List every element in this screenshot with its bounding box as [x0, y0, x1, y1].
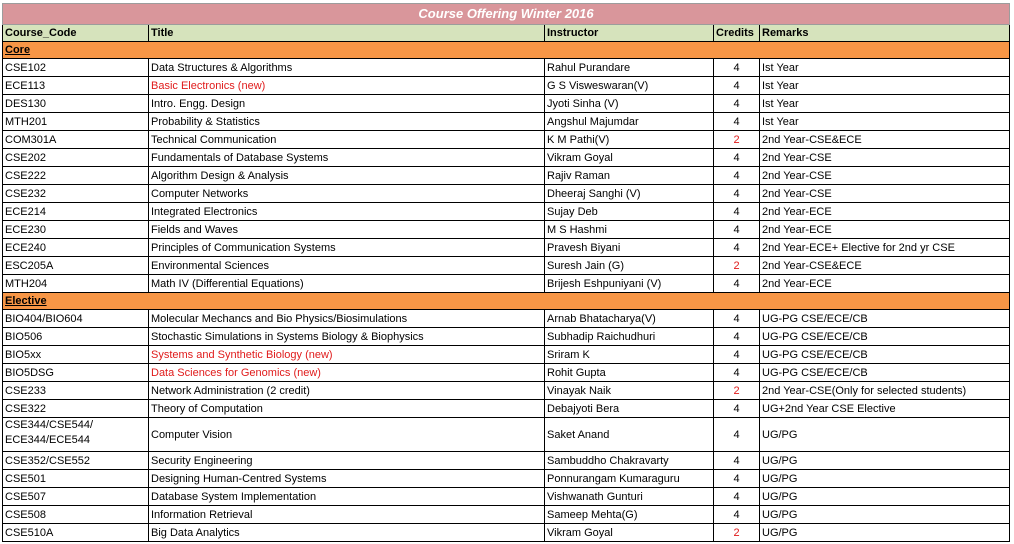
instructor-cell[interactable]: K M Pathi(V) — [545, 131, 714, 149]
course-title-cell[interactable]: Math IV (Differential Equations) — [149, 275, 545, 293]
section-label: Elective — [3, 293, 1010, 310]
remarks-cell[interactable]: UG/PG — [760, 452, 1010, 470]
instructor-cell[interactable]: Brijesh Eshpuniyani (V) — [545, 275, 714, 293]
instructor-cell[interactable]: Sambuddho Chakravarty — [545, 452, 714, 470]
credits-cell[interactable]: 4 — [714, 418, 760, 452]
table-row — [3, 506, 1010, 524]
credits-cell[interactable]: 2 — [714, 257, 760, 275]
table-row — [3, 452, 1010, 470]
instructor-cell[interactable]: Arnab Bhatacharya(V) — [545, 310, 714, 328]
course-code-cell[interactable]: CSE501 — [3, 470, 149, 488]
remarks-cell[interactable]: 2nd Year-CSE&ECE — [760, 257, 1010, 275]
table-row — [3, 149, 1010, 167]
course-code-cell[interactable]: CSE232 — [3, 185, 149, 203]
table-row — [3, 400, 1010, 418]
header-course-code[interactable]: Course_Code — [3, 25, 149, 42]
instructor-cell[interactable]: Suresh Jain (G) — [545, 257, 714, 275]
remarks-cell[interactable]: UG/PG — [760, 488, 1010, 506]
credits-cell[interactable]: 4 — [714, 167, 760, 185]
course-title-cell[interactable]: Database System Implementation — [149, 488, 545, 506]
course-code-cell[interactable]: CSE352/CSE552 — [3, 452, 149, 470]
course-title-cell[interactable]: Security Engineering — [149, 452, 545, 470]
course-title-cell[interactable]: Integrated Electronics — [149, 203, 545, 221]
remarks-cell[interactable]: 2nd Year-CSE(Only for selected students) — [760, 382, 1010, 400]
table-row — [3, 203, 1010, 221]
table-row — [3, 257, 1010, 275]
instructor-cell[interactable]: M S Hashmi — [545, 221, 714, 239]
course-code-cell[interactable]: BIO5xx — [3, 346, 149, 364]
table-title-row — [3, 4, 1010, 25]
course-title-cell[interactable]: Computer Networks — [149, 185, 545, 203]
course-code-cell[interactable]: CSE222 — [3, 167, 149, 185]
instructor-cell[interactable]: Vikram Goyal — [545, 524, 714, 542]
course-code-cell[interactable]: ECE240 — [3, 239, 149, 257]
table-title: Course Offering Winter 2016 — [3, 4, 1010, 25]
course-code-cell[interactable]: CSE508 — [3, 506, 149, 524]
course-code-cell[interactable]: ECE113 — [3, 77, 149, 95]
course-code-cell[interactable]: COM301A — [3, 131, 149, 149]
credits-cell[interactable]: 2 — [714, 524, 760, 542]
instructor-cell[interactable]: Vinayak Naik — [545, 382, 714, 400]
table-row — [3, 418, 1010, 452]
course-title-cell[interactable]: Systems and Synthetic Biology (new) — [149, 346, 545, 364]
course-code-cell[interactable]: ECE214 — [3, 203, 149, 221]
course-title-cell[interactable]: Basic Electronics (new) — [149, 77, 545, 95]
remarks-cell[interactable]: Ist Year — [760, 77, 1010, 95]
remarks-cell[interactable]: UG-PG CSE/ECE/CB — [760, 346, 1010, 364]
course-code-cell[interactable]: BIO404/BIO604 — [3, 310, 149, 328]
instructor-cell[interactable]: Pravesh Biyani — [545, 239, 714, 257]
remarks-cell[interactable]: UG-PG CSE/ECE/CB — [760, 364, 1010, 382]
credits-cell[interactable]: 4 — [714, 239, 760, 257]
credits-cell[interactable]: 4 — [714, 328, 760, 346]
table-row — [3, 113, 1010, 131]
table-row — [3, 346, 1010, 364]
table-row — [3, 488, 1010, 506]
credits-cell[interactable]: 4 — [714, 77, 760, 95]
instructor-cell[interactable]: Jyoti Sinha (V) — [545, 95, 714, 113]
header-credits[interactable]: Credits — [714, 25, 760, 42]
credits-cell[interactable]: 4 — [714, 221, 760, 239]
course-title-cell[interactable]: Network Administration (2 credit) — [149, 382, 545, 400]
course-code-cell[interactable]: MTH201 — [3, 113, 149, 131]
course-offering-table — [2, 3, 1010, 542]
section-label: Core — [3, 42, 1010, 59]
table-row — [3, 364, 1010, 382]
credits-cell[interactable]: 4 — [714, 488, 760, 506]
instructor-cell[interactable]: Ponnurangam Kumaraguru — [545, 470, 714, 488]
instructor-cell[interactable]: Subhadip Raichudhuri — [545, 328, 714, 346]
header-remarks[interactable]: Remarks — [760, 25, 1010, 42]
course-code-cell[interactable]: BIO5DSG — [3, 364, 149, 382]
course-title-cell[interactable]: Molecular Mechancs and Bio Physics/Biosimulations — [149, 310, 545, 328]
course-title-cell[interactable]: Probability & Statistics — [149, 113, 545, 131]
course-title-cell[interactable]: Intro. Engg. Design — [149, 95, 545, 113]
credits-cell[interactable]: 4 — [714, 364, 760, 382]
course-code-cell[interactable]: ECE230 — [3, 221, 149, 239]
table-row — [3, 310, 1010, 328]
remarks-cell[interactable]: UG/PG — [760, 506, 1010, 524]
course-title-cell[interactable]: Theory of Computation — [149, 400, 545, 418]
table-row — [3, 239, 1010, 257]
remarks-cell[interactable]: UG+2nd Year CSE Elective — [760, 400, 1010, 418]
credits-cell[interactable]: 4 — [714, 275, 760, 293]
credits-cell[interactable]: 2 — [714, 382, 760, 400]
credits-cell[interactable]: 4 — [714, 470, 760, 488]
course-title-cell[interactable]: Technical Communication — [149, 131, 545, 149]
table-body — [3, 4, 1010, 542]
credits-cell[interactable]: 4 — [714, 310, 760, 328]
section-row-elective — [3, 293, 1010, 310]
remarks-cell[interactable]: Ist Year — [760, 113, 1010, 131]
remarks-cell[interactable]: 2nd Year-CSE — [760, 167, 1010, 185]
instructor-cell[interactable]: Debajyoti Bera — [545, 400, 714, 418]
remarks-cell[interactable]: 2nd Year-ECE+ Elective for 2nd yr CSE — [760, 239, 1010, 257]
instructor-cell[interactable]: Vikram Goyal — [545, 149, 714, 167]
column-header-row — [3, 25, 1010, 42]
course-title-cell[interactable]: Computer Vision — [149, 418, 545, 452]
credits-cell[interactable]: 4 — [714, 113, 760, 131]
table-row — [3, 275, 1010, 293]
table-row — [3, 59, 1010, 77]
course-code-cell[interactable]: CSE102 — [3, 59, 149, 77]
section-row-core — [3, 42, 1010, 59]
course-code-cell[interactable]: CSE344/CSE544/ ECE344/ECE544 — [3, 418, 149, 452]
credits-cell[interactable]: 4 — [714, 346, 760, 364]
table-row — [3, 382, 1010, 400]
course-code-cell[interactable]: CSE322 — [3, 400, 149, 418]
table-row — [3, 95, 1010, 113]
credits-cell[interactable]: 4 — [714, 452, 760, 470]
table-row — [3, 131, 1010, 149]
remarks-cell[interactable]: Ist Year — [760, 95, 1010, 113]
course-code-cell[interactable]: CSE510A — [3, 524, 149, 542]
remarks-cell[interactable]: 2nd Year-ECE — [760, 221, 1010, 239]
instructor-cell[interactable]: Sameep Mehta(G) — [545, 506, 714, 524]
course-title-cell[interactable]: Data Structures & Algorithms — [149, 59, 545, 77]
course-title-cell[interactable]: Designing Human-Centred Systems — [149, 470, 545, 488]
instructor-cell[interactable]: Sujay Deb — [545, 203, 714, 221]
remarks-cell[interactable]: UG/PG — [760, 470, 1010, 488]
course-title-cell[interactable]: Big Data Analytics — [149, 524, 545, 542]
credits-cell[interactable]: 4 — [714, 400, 760, 418]
table-row — [3, 167, 1010, 185]
remarks-cell[interactable]: 2nd Year-CSE — [760, 185, 1010, 203]
instructor-cell[interactable]: Sriram K — [545, 346, 714, 364]
table-row — [3, 77, 1010, 95]
remarks-cell[interactable]: UG/PG — [760, 524, 1010, 542]
instructor-cell[interactable]: Vishwanath Gunturi — [545, 488, 714, 506]
remarks-cell[interactable]: Ist Year — [760, 59, 1010, 77]
course-title-cell[interactable]: Environmental Sciences — [149, 257, 545, 275]
instructor-cell[interactable]: Angshul Majumdar — [545, 113, 714, 131]
table-row — [3, 328, 1010, 346]
course-code-cell[interactable]: CSE202 — [3, 149, 149, 167]
remarks-cell[interactable]: 2nd Year-CSE&ECE — [760, 131, 1010, 149]
remarks-cell[interactable]: 2nd Year-CSE — [760, 149, 1010, 167]
credits-cell[interactable]: 4 — [714, 95, 760, 113]
credits-cell[interactable]: 4 — [714, 149, 760, 167]
course-code-cell[interactable]: DES130 — [3, 95, 149, 113]
instructor-cell[interactable]: Rajiv Raman — [545, 167, 714, 185]
header-instructor[interactable]: Instructor — [545, 25, 714, 42]
course-title-cell[interactable]: Stochastic Simulations in Systems Biology & Biophysics — [149, 328, 545, 346]
instructor-cell[interactable]: Saket Anand — [545, 418, 714, 452]
credits-cell[interactable]: 4 — [714, 185, 760, 203]
remarks-cell[interactable]: UG-PG CSE/ECE/CB — [760, 310, 1010, 328]
instructor-cell[interactable]: Dheeraj Sanghi (V) — [545, 185, 714, 203]
course-code-cell[interactable]: ESC205A — [3, 257, 149, 275]
remarks-cell[interactable]: 2nd Year-ECE — [760, 275, 1010, 293]
header-title[interactable]: Title — [149, 25, 545, 42]
table-row — [3, 470, 1010, 488]
course-title-cell[interactable]: Fundamentals of Database Systems — [149, 149, 545, 167]
table-row — [3, 221, 1010, 239]
course-code-cell[interactable]: CSE233 — [3, 382, 149, 400]
course-code-cell[interactable]: BIO506 — [3, 328, 149, 346]
remarks-cell[interactable]: UG-PG CSE/ECE/CB — [760, 328, 1010, 346]
course-title-cell[interactable]: Principles of Communication Systems — [149, 239, 545, 257]
instructor-cell[interactable]: G S Visweswaran(V) — [545, 77, 714, 95]
instructor-cell[interactable]: Rohit Gupta — [545, 364, 714, 382]
course-code-cell[interactable]: MTH204 — [3, 275, 149, 293]
course-title-cell[interactable]: Data Sciences for Genomics (new) — [149, 364, 545, 382]
credits-cell[interactable]: 4 — [714, 59, 760, 77]
credits-cell[interactable]: 4 — [714, 506, 760, 524]
table-row — [3, 524, 1010, 542]
course-title-cell[interactable]: Information Retrieval — [149, 506, 545, 524]
remarks-cell[interactable]: UG/PG — [760, 418, 1010, 452]
remarks-cell[interactable]: 2nd Year-ECE — [760, 203, 1010, 221]
course-title-cell[interactable]: Algorithm Design & Analysis — [149, 167, 545, 185]
course-code-cell[interactable]: CSE507 — [3, 488, 149, 506]
instructor-cell[interactable]: Rahul Purandare — [545, 59, 714, 77]
credits-cell[interactable]: 2 — [714, 131, 760, 149]
credits-cell[interactable]: 4 — [714, 203, 760, 221]
course-title-cell[interactable]: Fields and Waves — [149, 221, 545, 239]
table-row — [3, 185, 1010, 203]
